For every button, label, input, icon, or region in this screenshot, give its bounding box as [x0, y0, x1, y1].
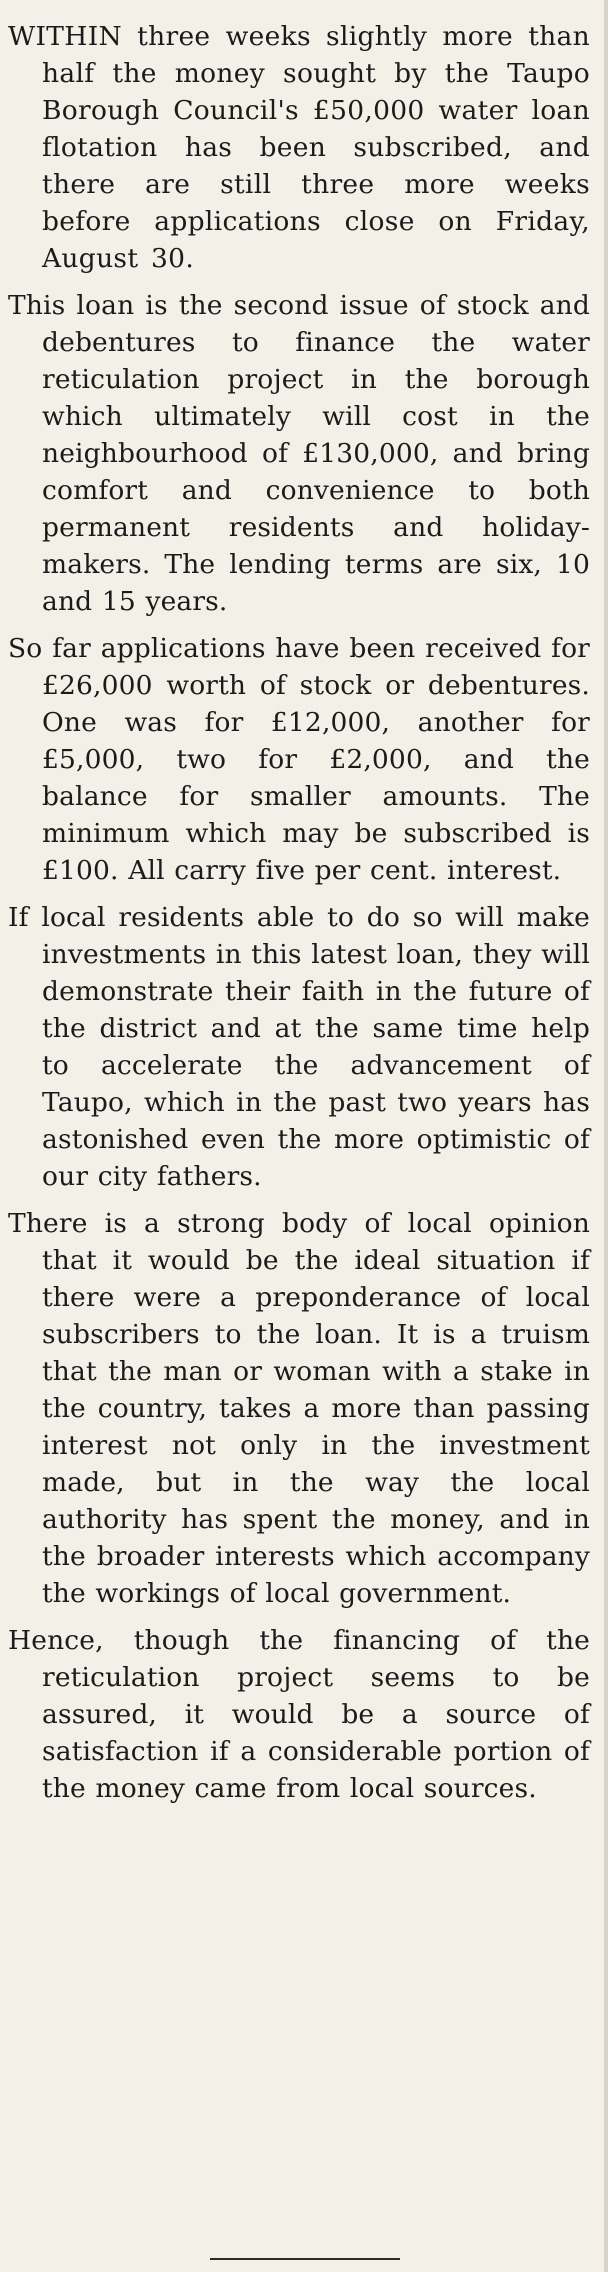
article-paragraph-3: So far applications have been received for £26,000 worth of stock or debentures. One was for £12,000, another for £5,000, two for £2,000, and the balance for smaller amounts. The minimum which may be subscribed is £100. All carry five per cent. interest. [8, 633, 590, 886]
article-paragraph-2: This loan is the second issue of stock and debentures to finance the water reticulation project in the borough which ultimately will cost in the neighbourhood of £130,000, and bring comfort and convenience to both permanent residents and holiday-makers. The lending terms are six, 10 and 15 years. [8, 290, 590, 617]
end-rule-divider [210, 2258, 400, 2260]
column-edge-divider [604, 0, 608, 2272]
article-paragraph-6: Hence, though the financing of the reticulation project seems to be assured, it would be a source of satisfaction if a considerable portion of the money came from local sources. [8, 1625, 590, 1804]
article-paragraph-4: If local residents able to do so will make investments in this latest loan, they will demonstrate their faith in the future of the district and at the same time help to accelerate the advancement of Taupo, which in the past two years has astonished even the more optimistic of our city fathers. [8, 902, 590, 1192]
article-paragraph-5: There is a strong body of local opinion that it would be the ideal situation if there were a preponderance of local subscribers to the loan. It is a truism that the man or woman with a stake in the country, takes a more than passing interest not only in the investment made, but in the way the local authority has spent the money, and in the broader interests which accompany the workings of local government. [8, 1208, 590, 1609]
article-paragraph-1: WITHIN three weeks slightly more than half the money sought by the Taupo Borough Council's £50,000 water loan flotation has been subscribed, and there are still three more weeks before applications close on Friday, August 30. [8, 21, 590, 274]
article-column [8, 18, 590, 1817]
